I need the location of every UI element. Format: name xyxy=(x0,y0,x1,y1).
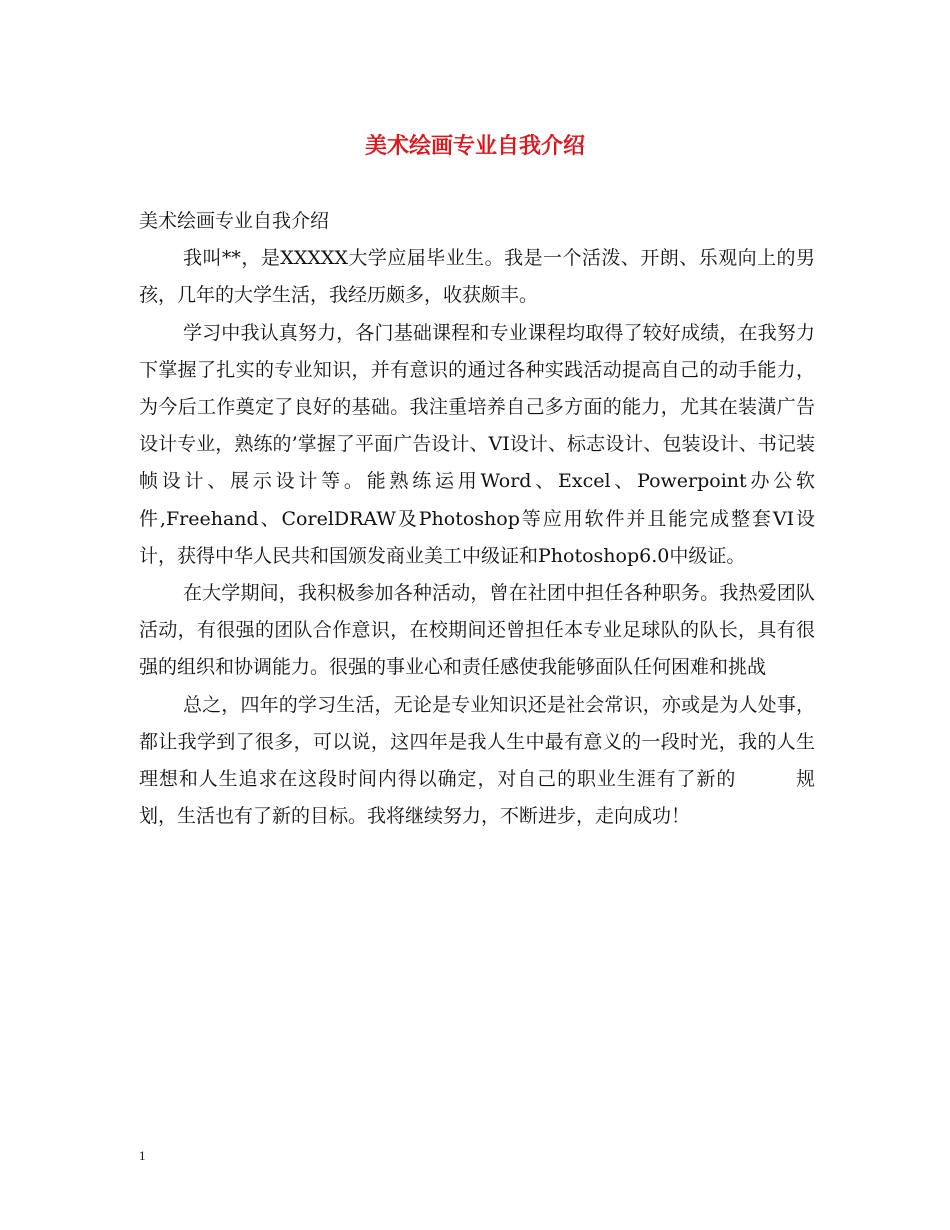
paragraph-study: 学习中我认真努力，各门基础课程和专业课程均取得了较好成绩，在我努力下掌握了扎实的专业知识，并有意识的通过各种实践活动提高自己的动手能力，为今后工作奠定了良好的基础。我注重培养自己多方面的能力，尤其在装潢广告设计专业，熟练的’掌握了平面广告设计、VI设计、标志设计、包装设计、书记装帧设计、展示设计等。能熟练运用Word、Excel、Powerpoint办公软件,Freehand、CorelDRAW及Photoshop等应用软件并且能完成整套VI设计，获得中华人民共和国颁发商业美工中级证和Photoshop6.0中级证。 xyxy=(139,321,815,567)
document-title: 美术绘画专业自我介绍 xyxy=(364,134,585,159)
paragraph-conclusion: 总之，四年的学习生活，无论是专业知识还是社会常识，亦或是为人处事，都让我学到了很多，可以说，这四年是我人生中最有意义的一段时光，我的人生理想和人生追求在这段时间内得以确定，对自己的职业生涯有了新的 规划，生活也有了新的目标。我将继续努力，不断进步，走向成功！ xyxy=(139,693,815,828)
document-body xyxy=(139,203,815,835)
document-subtitle: 美术绘画专业自我介绍 xyxy=(139,210,330,232)
paragraph-intro: 我叫**，是XXXXX大学应届毕业生。我是一个活泼、开朗、乐观向上的男孩，几年的大学生活，我经历颇多，收获颇丰。 xyxy=(139,247,815,307)
page-number: 1 xyxy=(139,1148,146,1163)
paragraph-activities: 在大学期间，我积极参加各种活动，曾在社团中担任各种职务。我热爱团队活动，有很强的团队合作意识，在校期间还曾担任本专业足球队的队长，具有很强的组织和协调能力。很强的事业心和责任感使我能够面队任何困难和挑战 xyxy=(139,582,815,679)
